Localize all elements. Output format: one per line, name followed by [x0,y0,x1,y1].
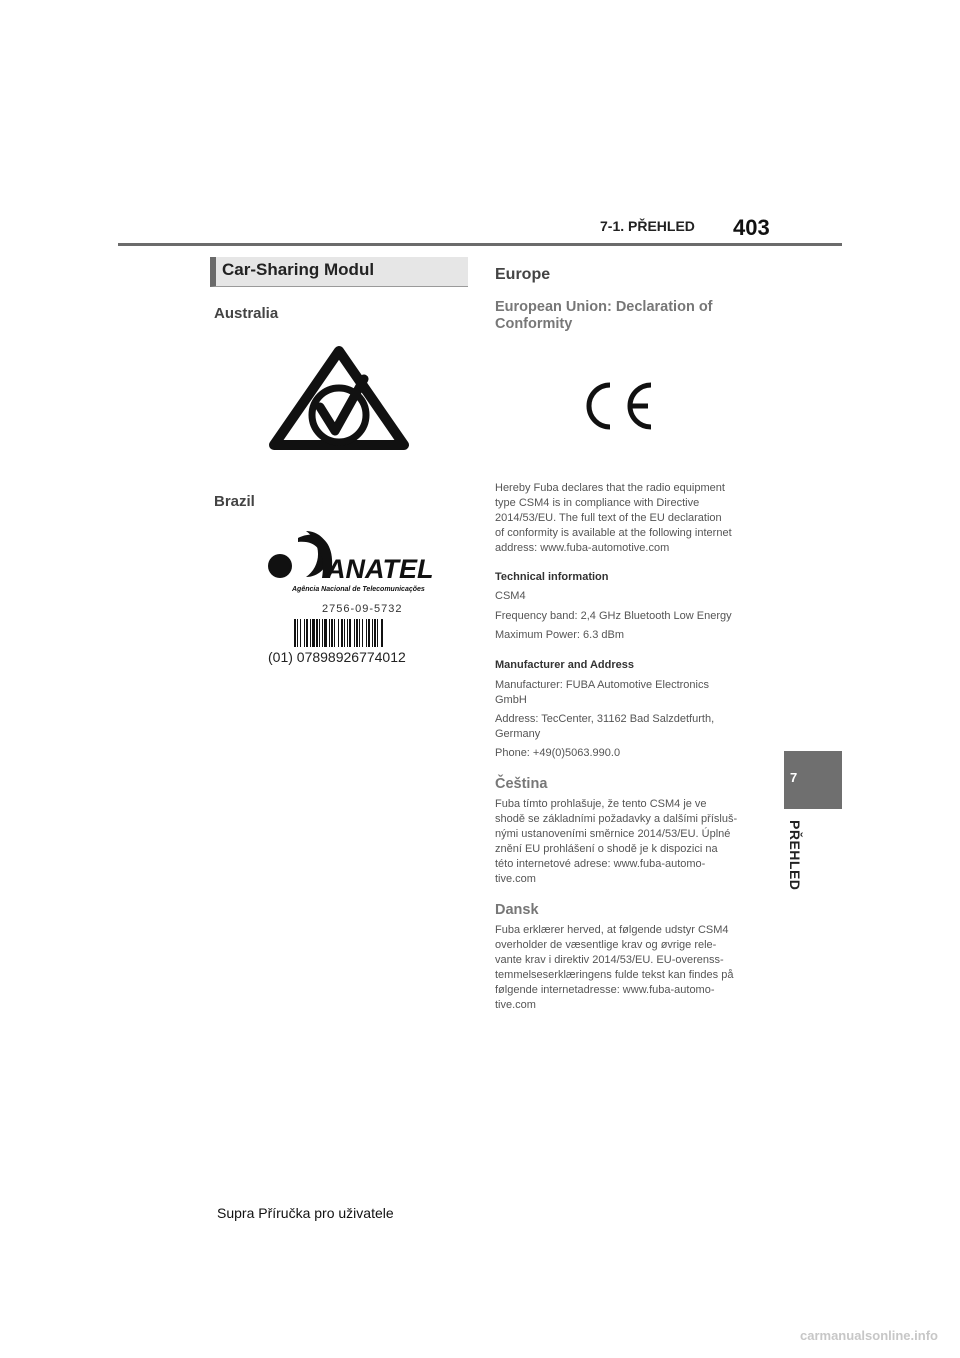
section-label: 7-1. PŘEHLED [600,218,695,234]
barcode-bar [349,619,351,647]
cestina-line: nými ustanoveními směrnice 2014/53/EU. Úplné [495,828,731,840]
barcode-bar [322,619,323,647]
chapter-side-label: PŘEHLED [787,820,803,891]
cestina-line: shodě se základními požadavky a dalšími přísluš- [495,813,738,825]
manual-title: Supra Příručka pro uživatele [217,1205,394,1221]
barcode-bar [359,619,360,647]
barcode-bar [374,619,376,647]
anatel-logo-icon [268,528,443,668]
manufacturer-text [495,678,709,708]
barcode-bar [377,619,378,647]
barcode-number: (01) 07898926774012 [268,649,406,665]
barcode-bar [381,619,383,647]
barcode-bar [344,619,345,647]
tech-frequency: Frequency band: 2,4 GHz Bluetooth Low Energy [495,610,732,622]
declaration-line: address: www.fuba-automotive.com [495,542,670,554]
rcm-mark-icon [268,345,410,452]
barcode-bar [362,619,363,647]
declaration-line: 2014/53/EU. The full text of the EU declaration [495,512,722,524]
eu-declaration-heading-line1: European Union: Declaration of [495,299,713,315]
cestina-line: této internetové adrese: www.fuba-automo- [495,858,706,870]
barcode-bar [312,619,315,647]
cestina-text [495,797,737,887]
barcode-bar [341,619,343,647]
dansk-line: temmelseserklæringens fulde tekst kan findes på [495,969,734,981]
dansk-line: vante krav i direktiv 2014/53/EU. EU-overenss- [495,954,724,966]
eu-declaration-heading-line2: Conformity [495,316,573,332]
dansk-text [495,923,733,1013]
chapter-number: 7 [790,770,798,785]
manufacturer-heading: Manufacturer and Address [495,659,634,671]
barcode-bar [324,619,327,647]
ce-mark-icon [580,378,656,434]
phone-text: Phone: +49(0)5063.990.0 [495,747,621,759]
barcode-bar [331,619,333,647]
barcode-icon [294,619,383,647]
dansk-line: Fuba erklærer herved, at følgende udstyr CSM4 [495,924,729,936]
europe-heading: Europe [495,266,551,283]
barcode-bar [338,619,339,647]
declaration-line: Hereby Fuba declares that the radio equipment [495,482,725,494]
barcode-bar [310,619,311,647]
barcode-bar [366,619,367,647]
barcode-bar [356,619,358,647]
barcode-bar [306,619,308,647]
cestina-heading: Čeština [495,776,548,792]
barcode-bar [329,619,330,647]
dansk-line: følgende internetadresse: www.fuba-automo- [495,984,715,996]
address-line: Address: TecCenter, 31162 Bad Salzdetfurth, [495,713,715,725]
barcode-bar [319,619,320,647]
manufacturer-line: GmbH [495,694,527,706]
barcode-bar [347,619,348,647]
barcode-bar [354,619,355,647]
dansk-heading: Dansk [495,902,539,918]
australia-heading: Australia [214,305,279,322]
tech-power: Maximum Power: 6.3 dBm [495,629,624,641]
watermark: carmanualsonline.info [800,1328,938,1343]
cestina-line: Fuba tímto prohlašuje, že tento CSM4 je ve [495,798,707,810]
barcode-bar [300,619,301,647]
declaration-line: type CSM4 is in compliance with Directive [495,497,700,509]
barcode-bar [294,619,296,647]
header-divider [118,243,842,246]
cestina-line: znění EU prohlášení o shodě je k dispozici na [495,843,718,855]
address-line: Germany [495,728,541,740]
manufacturer-line: Manufacturer: FUBA Automotive Electronics [495,679,709,691]
cert-code: 2756-09-5732 [322,603,403,615]
declaration-line: of conformity is available at the following internet [495,527,732,539]
barcode-bar [368,619,370,647]
section-title: Car-Sharing Modul [222,260,375,279]
brazil-heading: Brazil [214,493,255,510]
barcode-bar [372,619,373,647]
barcode-bar [334,619,335,647]
tech-model: CSM4 [495,590,526,602]
anatel-logo-text: ANATEL [326,554,434,584]
barcode-bar [316,619,318,647]
dansk-line: overholder de væsentlige krav og øvrige rele- [495,939,717,951]
technical-heading: Technical information [495,571,609,583]
page-number: 403 [733,215,770,240]
dansk-line: tive.com [495,999,536,1011]
address-text [495,712,714,742]
cestina-line: tive.com [495,873,536,885]
barcode-bar [304,619,305,647]
barcode-bar [297,619,298,647]
declaration-text [495,481,732,556]
anatel-subtitle: Agência Nacional de Telecomunicações [292,586,425,593]
